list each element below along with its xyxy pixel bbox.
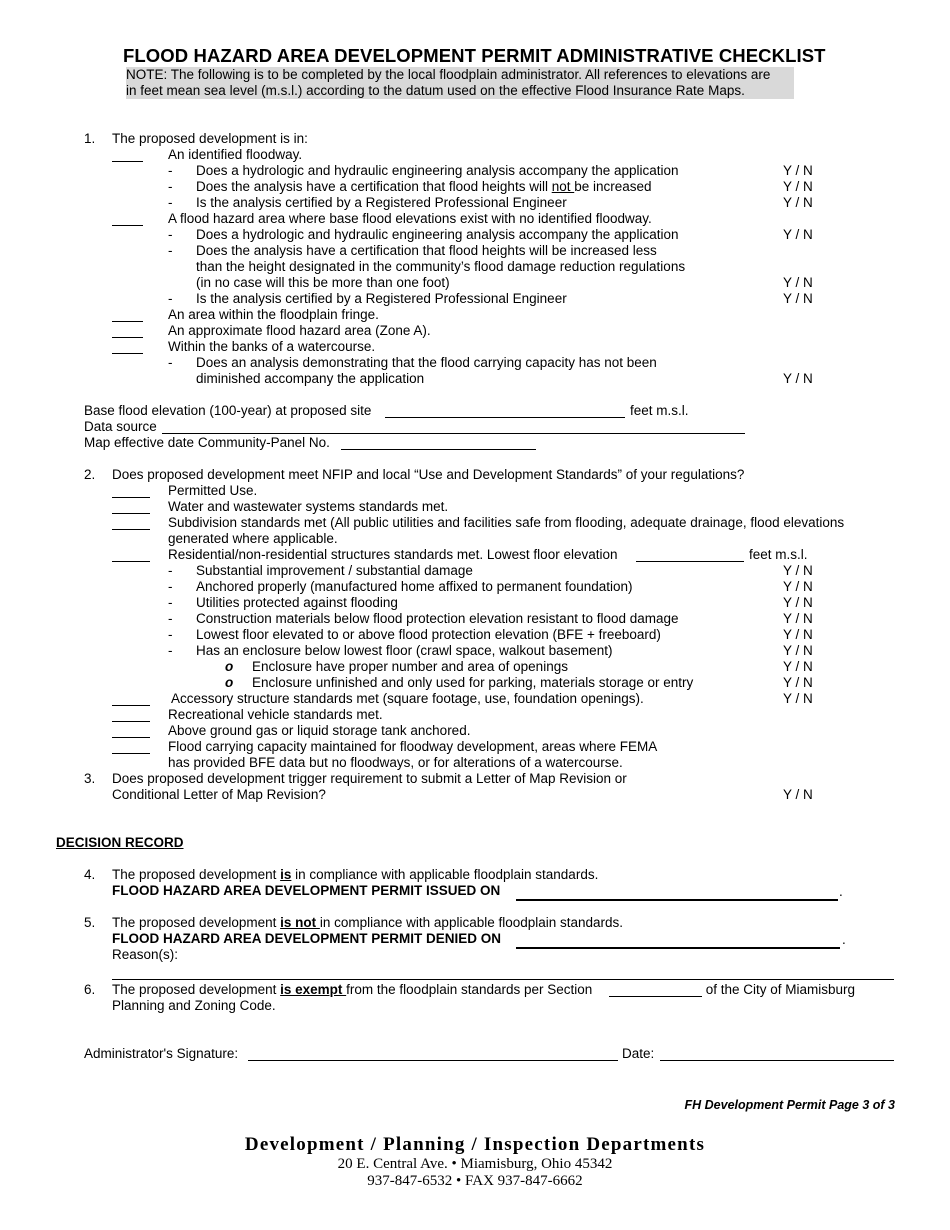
yes-no-option[interactable]: Y / N xyxy=(783,787,813,802)
dash: - xyxy=(168,355,173,370)
reasons-field[interactable] xyxy=(112,979,894,980)
enclosure-question-a: Enclosure have proper number and area of openings xyxy=(252,659,568,674)
banks-question-line-1: Does an analysis demonstrating that the flood carrying capacity has not been xyxy=(196,355,657,370)
signature-label: Administrator's Signature: xyxy=(84,1046,239,1061)
yes-no-option[interactable]: Y / N xyxy=(783,627,813,642)
s6-part-c: of the City of Miamisburg xyxy=(702,982,856,997)
yes-no-option[interactable]: Y / N xyxy=(783,595,813,610)
s4-part-a: The proposed development xyxy=(112,867,281,882)
lowest-floor-elevation-field[interactable] xyxy=(636,549,744,562)
base-flood-elevation-field[interactable] xyxy=(385,405,625,418)
data-source-field[interactable] xyxy=(162,421,745,434)
yes-no-option[interactable]: Y / N xyxy=(783,163,813,178)
yes-no-option[interactable]: Y / N xyxy=(783,563,813,578)
tank-label: Above ground gas or liquid storage tank anchored. xyxy=(168,723,471,738)
dash: - xyxy=(168,611,173,626)
map-date-field[interactable] xyxy=(341,437,536,450)
yes-no-option[interactable]: Y / N xyxy=(783,227,813,242)
section-1-intro: The proposed development is in: xyxy=(112,131,308,146)
water-label: Water and wastewater systems standards met. xyxy=(168,499,449,514)
administrator-note xyxy=(126,67,794,99)
s5-part-a: The proposed development xyxy=(112,915,281,930)
yes-no-option[interactable]: Y / N xyxy=(783,643,813,658)
period: . xyxy=(839,884,843,899)
yes-no-option[interactable]: Y / N xyxy=(783,371,813,386)
lowest-floor-unit: feet m.s.l. xyxy=(749,547,808,562)
section-4-line-1 xyxy=(112,867,598,883)
permit-issued-date-field[interactable] xyxy=(516,899,838,901)
base-flood-unit: feet m.s.l. xyxy=(630,403,689,418)
footer-departments: Development / Planning / Inspection Departments xyxy=(244,1134,706,1155)
yes-no-option[interactable]: Y / N xyxy=(783,659,813,674)
dash: - xyxy=(168,195,173,210)
permit-issued-label: FLOOD HAZARD AREA DEVELOPMENT PERMIT ISSUED ON xyxy=(112,883,501,898)
fw-q2-not: not xyxy=(551,179,575,194)
note-line-2: in feet mean sea level (m.s.l.) according to the datum used on the effective Flood Insurance Rate Maps. xyxy=(126,83,745,98)
yes-no-option[interactable]: Y / N xyxy=(783,179,813,194)
residential-question-1: Substantial improvement / substantial damage xyxy=(196,563,473,578)
subdivision-checkbox-line[interactable] xyxy=(112,517,150,530)
bullet-icon: o xyxy=(225,659,234,674)
page-reference: FH Development Permit Page 3 of 3 xyxy=(684,1098,895,1112)
section-2-number: 2. xyxy=(84,467,96,482)
fw-q2-part-a: Does the analysis have a certification that flood heights will xyxy=(196,179,552,194)
section-3-number: 3. xyxy=(84,771,96,786)
date-field[interactable] xyxy=(660,1048,894,1061)
capacity-label-line-2: has provided BFE data but no floodways, or for alterations of a watercourse. xyxy=(168,755,623,770)
floodway-question-2 xyxy=(196,179,652,195)
dash: - xyxy=(168,163,173,178)
bfe-question-2-line-3: (in no case will this be more than one foot) xyxy=(196,275,450,290)
floodway-question-1: Does a hydrologic and hydraulic engineering analysis accompany the application xyxy=(196,163,679,178)
section-3-line-2: Conditional Letter of Map Revision? xyxy=(112,787,326,802)
residential-question-5: Lowest floor elevated to or above flood protection elevation (BFE + freeboard) xyxy=(196,627,661,642)
residential-label: Residential/non-residential structures standards met. Lowest floor elevation xyxy=(168,547,618,562)
zone-a-label: An approximate flood hazard area (Zone A). xyxy=(168,323,431,338)
permit-denied-label: FLOOD HAZARD AREA DEVELOPMENT PERMIT DENIED ON xyxy=(112,931,502,946)
accessory-checkbox-line[interactable] xyxy=(112,693,150,706)
yes-no-option[interactable]: Y / N xyxy=(783,611,813,626)
rv-label: Recreational vehicle standards met. xyxy=(168,707,383,722)
dash: - xyxy=(168,595,173,610)
bfe-question-2-line-1: Does the analysis have a certification that flood heights will be increased less xyxy=(196,243,657,258)
s4-is: is xyxy=(280,867,292,882)
section-5-number: 5. xyxy=(84,915,96,930)
water-checkbox-line[interactable] xyxy=(112,501,150,514)
dash: - xyxy=(168,291,173,306)
s6-is-exempt: is exempt xyxy=(280,982,347,997)
residential-question-4: Construction materials below flood protection elevation resistant to flood damage xyxy=(196,611,679,626)
fringe-label: An area within the floodplain fringe. xyxy=(168,307,379,322)
period: . xyxy=(842,932,846,947)
section-3-line-1: Does proposed development trigger requirement to submit a Letter of Map Revision or xyxy=(112,771,627,786)
rv-checkbox-line[interactable] xyxy=(112,709,150,722)
footer-address: 20 E. Central Ave. • Miamisburg, Ohio 45342 xyxy=(337,1156,613,1172)
base-flood-elevation-label: Base flood elevation (100-year) at proposed site xyxy=(84,403,372,418)
s6-part-b: from the floodplain standards per Section xyxy=(346,982,593,997)
dash: - xyxy=(168,563,173,578)
signature-field[interactable] xyxy=(248,1048,618,1061)
yes-no-option[interactable]: Y / N xyxy=(783,579,813,594)
floodway-checkbox-line[interactable] xyxy=(112,149,143,162)
s5-part-b: in compliance with applicable floodplain standards. xyxy=(319,915,624,930)
yes-no-option[interactable]: Y / N xyxy=(783,675,813,690)
bfe-label: A flood hazard area where base flood elevations exist with no identified floodway. xyxy=(168,211,652,226)
residential-question-3: Utilities protected against flooding xyxy=(196,595,398,610)
enclosure-question-b: Enclosure unfinished and only used for parking, materials storage or entry xyxy=(252,675,694,690)
permitted-use-label: Permitted Use. xyxy=(168,483,258,498)
data-source-label: Data source xyxy=(84,419,157,434)
capacity-label-line-1: Flood carrying capacity maintained for floodway development, areas where FEMA xyxy=(168,739,658,754)
s5-is-not: is not xyxy=(280,915,320,930)
subdivision-label-line-2: generated where applicable. xyxy=(168,531,338,546)
dash: - xyxy=(168,179,173,194)
map-date-label: Map effective date Community-Panel No. xyxy=(84,435,330,450)
section-6-line-2: Planning and Zoning Code. xyxy=(112,998,276,1013)
banks-question-line-2: diminished accompany the application xyxy=(196,371,425,386)
s6-part-a: The proposed development xyxy=(112,982,281,997)
dash: - xyxy=(168,643,173,658)
bfe-question-3: Is the analysis certified by a Registered Professional Engineer xyxy=(196,291,567,306)
residential-checkbox-line[interactable] xyxy=(112,549,150,562)
fw-q2-part-b: be increased xyxy=(574,179,652,194)
section-number-field[interactable] xyxy=(609,984,702,997)
zone-a-checkbox-line[interactable] xyxy=(112,325,143,338)
accessory-label: Accessory structure standards met (square footage, use, foundation openings). xyxy=(168,691,644,706)
dash: - xyxy=(168,243,173,258)
page-title: FLOOD HAZARD AREA DEVELOPMENT PERMIT ADMINISTRATIVE CHECKLIST xyxy=(123,45,826,66)
bfe-question-2-line-2: than the height designated in the community’s flood damage reduction regulations xyxy=(196,259,686,274)
yes-no-option[interactable]: Y / N xyxy=(783,691,813,706)
subdivision-label-line-1: Subdivision standards met (All public utilities and facilities safe from flooding, adequate drainage, flood elevations xyxy=(168,515,845,530)
yes-no-option[interactable]: Y / N xyxy=(783,291,813,306)
section-5-line-1 xyxy=(112,915,623,931)
bfe-checkbox-line[interactable] xyxy=(112,213,143,226)
capacity-checkbox-line[interactable] xyxy=(112,741,150,754)
banks-label: Within the banks of a watercourse. xyxy=(168,339,376,354)
date-label: Date: xyxy=(622,1046,655,1061)
floodway-question-3: Is the analysis certified by a Registered Professional Engineer xyxy=(196,195,567,210)
section-6-line-1 xyxy=(112,982,592,998)
dash: - xyxy=(168,227,173,242)
footer-phone: 937-847-6532 • FAX 937-847-6662 xyxy=(367,1173,583,1189)
section-1-number: 1. xyxy=(84,131,96,146)
note-line-1: NOTE: The following is to be completed by the local floodplain administrator. All references to elevations are xyxy=(126,67,771,82)
dash: - xyxy=(168,579,173,594)
floodway-label: An identified floodway. xyxy=(168,147,303,162)
bullet-icon: o xyxy=(225,675,234,690)
residential-question-2: Anchored properly (manufactured home affixed to permanent foundation) xyxy=(196,579,633,594)
yes-no-option[interactable]: Y / N xyxy=(783,195,813,210)
section-6-number: 6. xyxy=(84,982,96,997)
tank-checkbox-line[interactable] xyxy=(112,725,150,738)
bfe-question-1: Does a hydrologic and hydraulic engineering analysis accompany the application xyxy=(196,227,679,242)
yes-no-option[interactable]: Y / N xyxy=(783,275,813,290)
s4-part-b: in compliance with applicable floodplain standards. xyxy=(291,867,599,882)
dash: - xyxy=(168,627,173,642)
permitted-use-checkbox-line[interactable] xyxy=(112,485,150,498)
fringe-checkbox-line[interactable] xyxy=(112,309,143,322)
banks-checkbox-line[interactable] xyxy=(112,341,143,354)
permit-denied-date-field[interactable] xyxy=(516,947,840,949)
residential-question-6: Has an enclosure below lowest floor (crawl space, walkout basement) xyxy=(196,643,613,658)
section-2-intro: Does proposed development meet NFIP and local “Use and Development Standards” of your regulations? xyxy=(112,467,745,482)
reasons-label: Reason(s): xyxy=(112,947,179,962)
section-4-number: 4. xyxy=(84,867,96,882)
decision-record-heading: DECISION RECORD xyxy=(56,835,184,850)
